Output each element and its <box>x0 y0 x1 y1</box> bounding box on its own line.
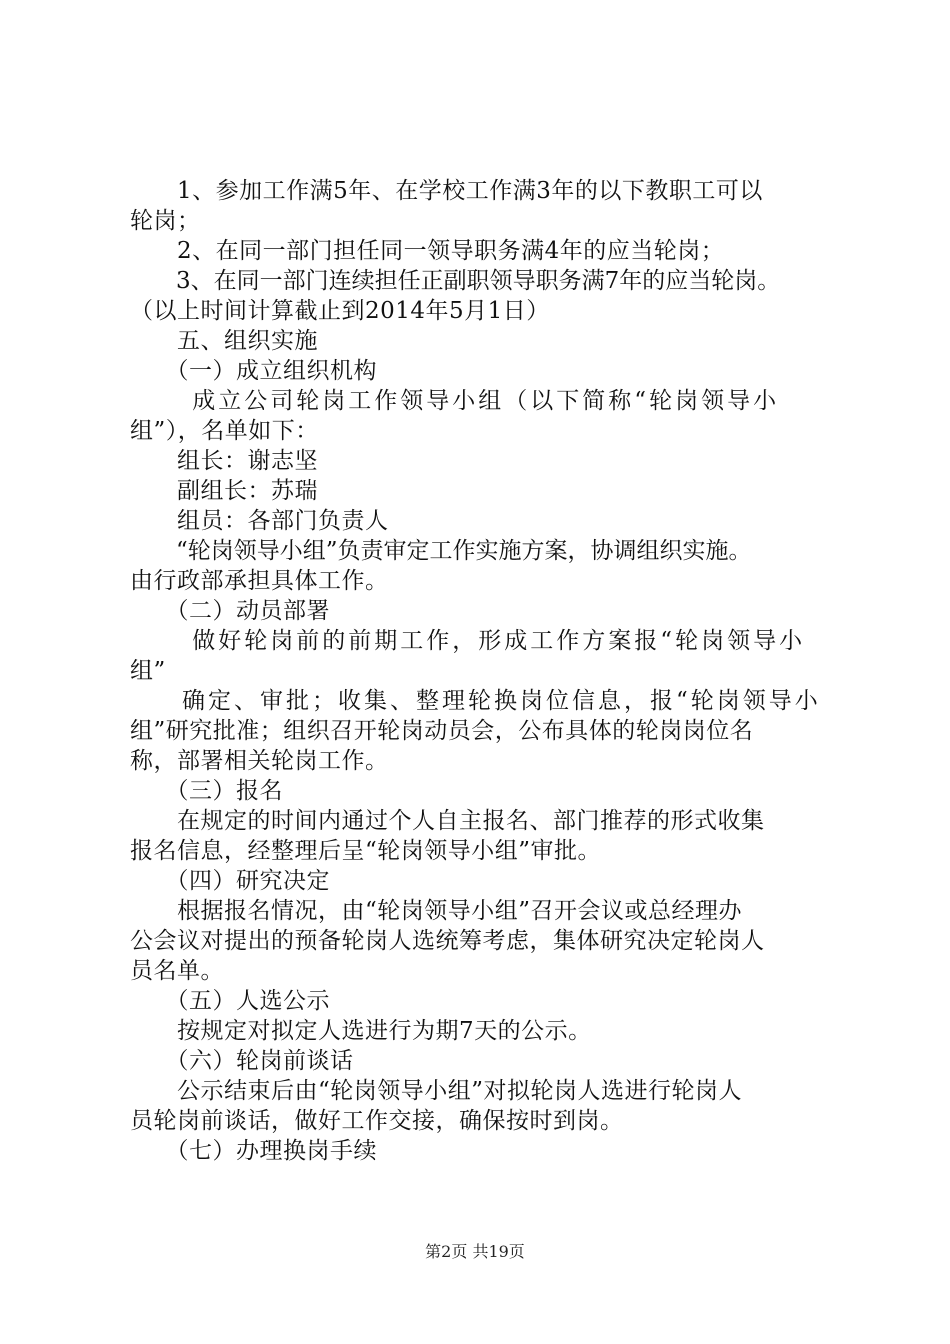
text-line: （以上时间计算截止到2014年5月1日） <box>130 298 550 324</box>
section-heading: 五、组织实施 <box>130 328 318 354</box>
subsection-heading: （四）研究决定 <box>130 868 330 894</box>
text-line: 员名单。 <box>130 958 224 984</box>
page-number: 第2页 共19页 <box>425 1242 525 1261</box>
subsection-heading: （五）人选公示 <box>130 988 330 1014</box>
subsection-heading: （二）动员部署 <box>130 598 330 624</box>
text-line: 3、在同一部门连续担任正副职领导职务满7年的应当轮岗。 <box>130 268 781 294</box>
subsection-heading: （三）报名 <box>130 778 283 804</box>
text-line: 员轮岗前谈话，做好工作交接，确保按时到岗。 <box>130 1108 624 1134</box>
text-line: 组长：谢志坚 <box>130 448 318 474</box>
text-line: 组”研究批准；组织召开轮岗动员会，公布具体的轮岗岗位名 <box>130 718 754 744</box>
text-line: 报名信息，经整理后呈“轮岗领导小组”审批。 <box>130 838 602 864</box>
text-line: 组”），名单如下： <box>130 418 319 444</box>
subsection-heading: （一）成立组织机构 <box>130 358 377 384</box>
text-line: 副组长：苏瑞 <box>130 478 318 504</box>
text-line: 成立公司轮岗工作领导小组（以下简称“轮岗领导小 <box>130 388 780 414</box>
text-line: 称，部署相关轮岗工作。 <box>130 748 389 774</box>
text-line: 根据报名情况，由“轮岗领导小组”召开会议或总经理办 <box>130 898 743 924</box>
text-line: 在规定的时间内通过个人自主报名、部门推荐的形式收集 <box>130 808 765 834</box>
text-line: 由行政部承担具体工作。 <box>130 568 389 594</box>
subsection-heading: （七）办理换岗手续 <box>130 1138 377 1164</box>
text-line: 公示结束后由“轮岗领导小组”对拟轮岗人选进行轮岗人 <box>130 1078 743 1104</box>
text-line: 轮岗； <box>130 208 201 234</box>
text-line: 2、在同一部门担任同一领导职务满4年的应当轮岗； <box>130 238 725 264</box>
text-line: 1、参加工作满5年、在学校工作满3年的以下教职工可以 <box>130 178 763 204</box>
text-line: 确定、审批；收集、整理轮换岗位信息，报“轮岗领导小 <box>130 688 821 714</box>
document-body <box>130 176 840 1166</box>
subsection-heading: （六）轮岗前谈话 <box>130 1048 354 1074</box>
text-line: 组员：各部门负责人 <box>130 508 389 534</box>
text-line: “轮岗领导小组”负责审定工作实施方案，协调组织实施。 <box>130 538 752 564</box>
text-line: 按规定对拟定人选进行为期7天的公示。 <box>130 1018 592 1044</box>
text-line: 公会议对提出的预备轮岗人选统筹考虑，集体研究决定轮岗人 <box>130 928 765 954</box>
text-line: 组” <box>130 658 166 684</box>
text-line: 做好轮岗前的前期工作，形成工作方案报“轮岗领导小 <box>130 628 806 654</box>
